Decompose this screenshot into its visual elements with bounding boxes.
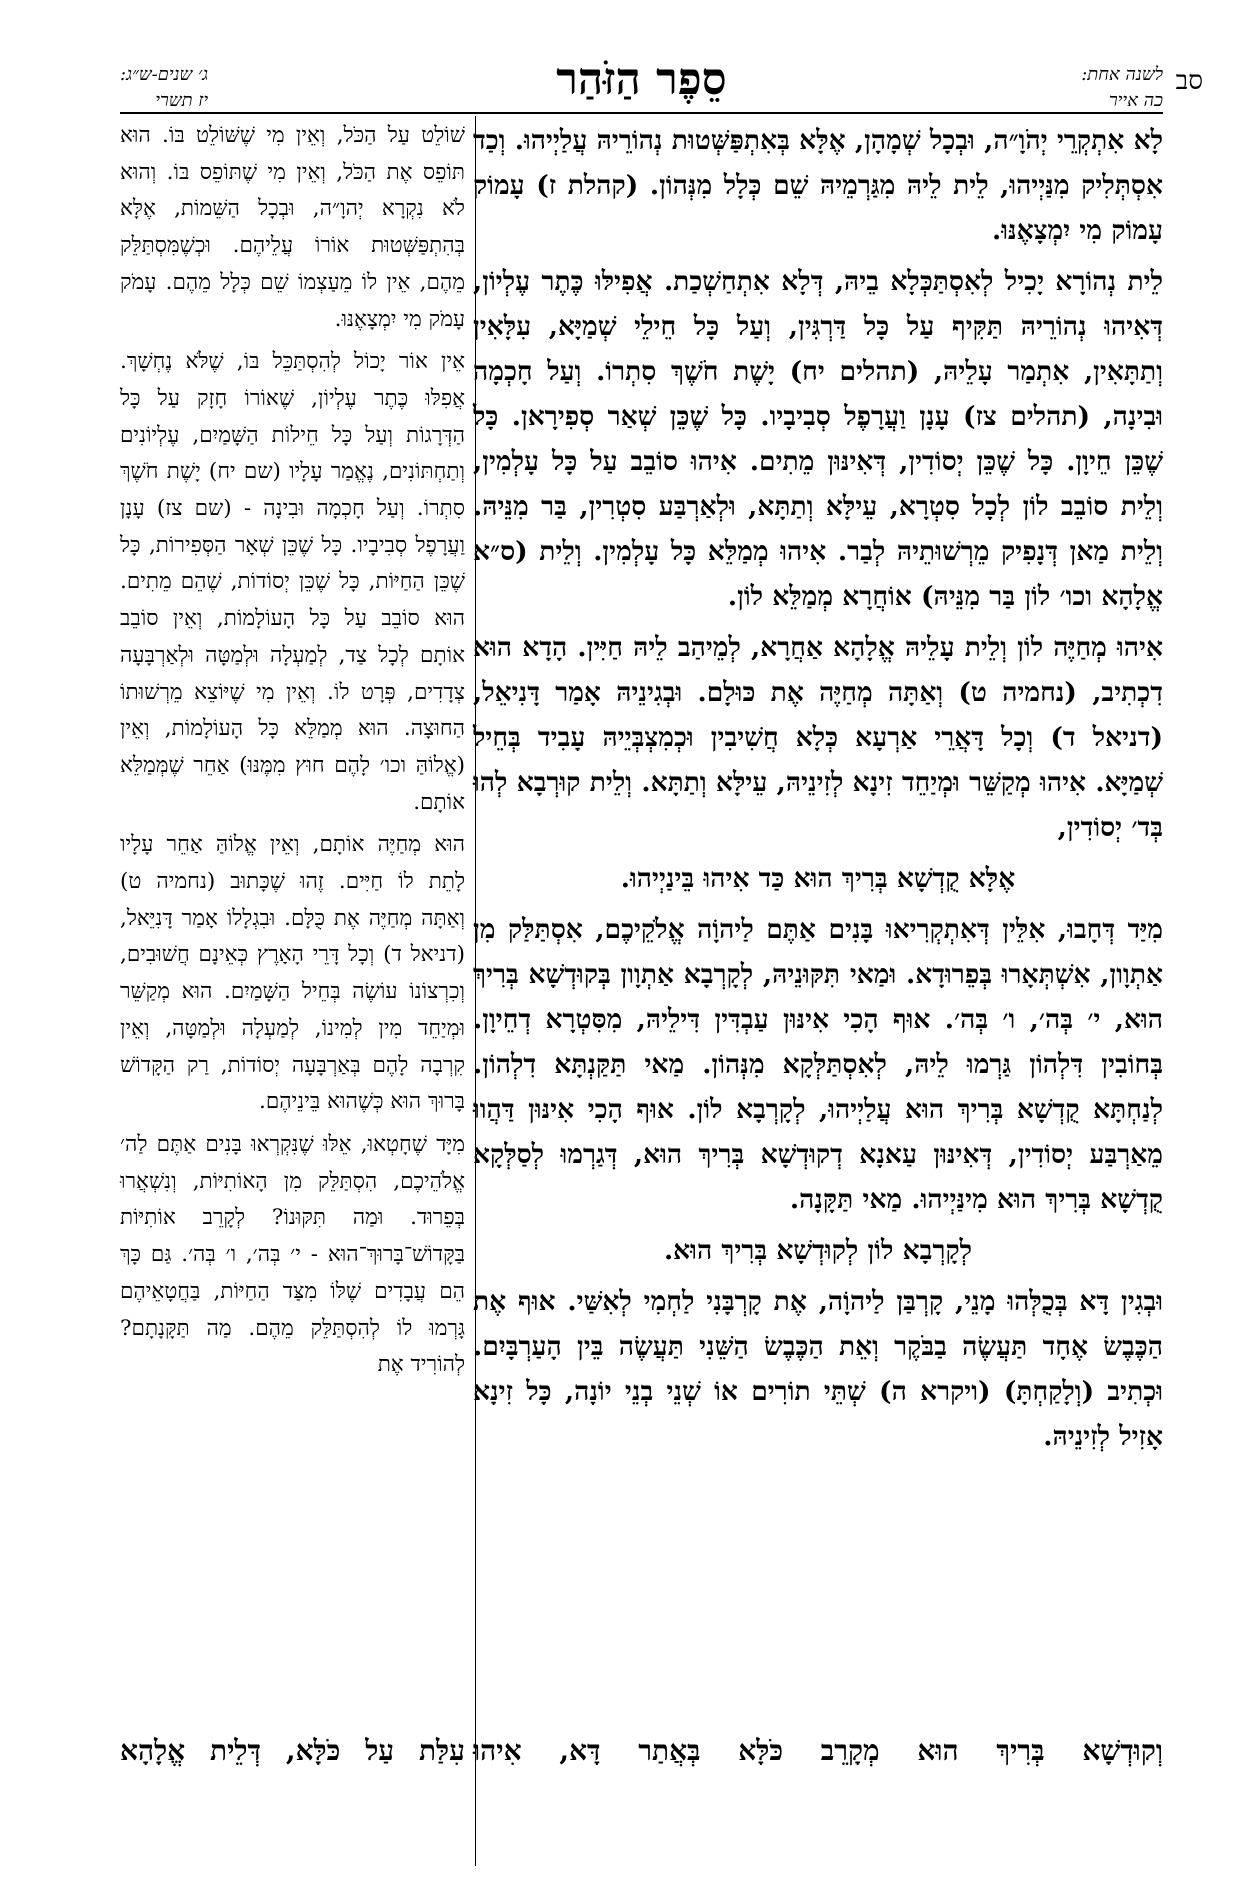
main-catchword: וְקוּדְשָׁא בְּרִיךְ הוּא מְקָרֵב כֹּלָּא בְּאֲתַר דָּא, אִיהוּ <box>473 1734 1163 1767</box>
side-paragraph: מִיָּד שֶׁחָטְאוּ, אֵלּוּ שֶׁנִּקְרְאוּ בָּנִים אַתֶּם לַה׳ אֱלֹהֵיכֶם, הִסְתַּלֵּק מִן הָאוֹתִיּוֹת, וְנִשְׁאֲרוּ בְּפֵרוּד. וּמַה תִּקּוּנוֹ? לְקָרֵב אוֹתִיּוֹת בַּקָּדוֹשׁ־בָּרוּךְ־הוּא - י׳ בְּה׳, ו׳ בְּה׳. גַּם כָּךְ הֵם עֲבָדִים שֶׁלּוֹ מִצַּד הַחַיּוֹת, בַּחֲטָאֵיהֶם גָּרְמוּ לוֹ לְהִסְתַּלֵּק מֵהֶם. מַה תַּקָּנָתָם? לְהוֹרִיד אֶת <box>120 1131 465 1378</box>
page-number: סב <box>1175 66 1203 96</box>
book-title: סֵפֶר הַזֹּהַר <box>556 54 727 105</box>
main-paragraph-closing-line: לְקָרְבָא לוֹן לְקוּדְשָׁא בְּרִיךְ הוּא. <box>663 1235 973 1266</box>
main-paragraph: אִיהוּ מְחַיֶּה לוֹן וְלֵית עָלֵיהּ אֱלָהָא אַחֲרָא, לְמֵיהַב לֵיהּ חַיִּין. הָדָא הוּא דִכְתִיב, (נחמיה ט) וְאַתָּה מְחַיֶּה אֶת כּוּלָם. וּבְגִינֵיהּ אָמַר דָּנִיאֵל, (דניאל ד) וְכָל דָּאֲרֵי אַרְעָא כְּלָא חֲשִׁיבִין וּכְמִצְבְּיֵיהּ עָבִיד בְּחֵיל שְׁמַיָּא. אִיהוּ מְקַשֵּׁר וּמְיַחֵד זִינָא לְזִינֵיהּ, עֵילָּא וְתַתָּא. וְלֵית קוּרְבָא לְהוּ בְּד׳ יְסוֹדִין, <box>473 632 1163 843</box>
main-paragraph: מִיַּד דְּחָבוּ, אִלֵּין דְּאִתְקְרִיאוּ בָּנִים אַתֶּם לַיהוָֹה אֱלֹקֵיכֶם, אִסְתַּלַּק מִן אַתְוָון, אִשְׁתְּאָרוּ בְּפֵרוּדָא. וּמַאי תִּקּוּנֵיהּ, לְקָרְבָא אַתְוָון בְּקוּדְשָׁא בְּרִיךְ הוּא, י׳ בְּה׳, ו׳ בְּה׳. אוּף הָכִי אִינּוּן עַבְדִּין דִּילֵיהּ, מִסִּטְרָא דְחֵיוָן. בְּחוֹבִין דִּלְהוֹן גַּרְמוּ לֵיהּ, לְאִסְתַּלְּקָא מִנְּהוֹן. מַאי תַּקַּנְתָּא דִלְהוֹן. לְנַחְתָּא קֻדְשָׁא בְּרִיךְ הוּא עֲלַיְיהוּ, לְקָרְבָא לוֹן. אוּף הָכִי אִינּוּן דַּהֲווּ מֵאַרְבַּע יְסוֹדִין, דְּאִינּוּן עַאנָא דְקוּדְשָׁא בְּרִיךְ הוּא, דְּגַרְמוּ לְסַלְּקָא קֻדְשָׁא בְּרִיךְ הוּא מִינַּיְיהוּ. מַאי תַּקָּנָה. <box>473 914 1163 1215</box>
schedule-three-years-date: יז תשרי <box>155 90 209 111</box>
hebrew-translation-column <box>120 118 465 1390</box>
main-paragraph: לֵית נְהוֹרָא יָכִיל לְאִסְתַּכְּלָא בֵיהּ, דְּלָא אִתְחַשְׁכַת. אֲפִילּוּ כֶּתֶר עֶלְיוֹן, דְּאִיהוּ נְהוֹרֵיהּ תַּקִּיף עַל כָּל דַּרְגִּין, וְעַל כָּל חֵילֵי שְׁמַיָּא, עִלָּאִין וְתַתָּאִין, אִתְמַר עָלֵיהּ, (תהלים יח) יָשֶׁת חֹשֶׁךְ סִתְרוֹ. וְעַל חָכְמָה וּבִינָה, (תהלים צז) עָנָן וַעֲרָפֶל סְבִיבָיו. כָּל שֶׁכֵּן שְׁאַר סְפִירָאן. כָּל שֶׁכֵּן חֵיוָן. כָּל שֶׁכֵּן יְסוֹדִין, דְּאִינּוּן מֵתִים. אִיהוּ סוֹבֵב עַל כָּל עָלְמִין, וְלֵית סוֹבֵב לוֹן לְכָל סִטְרָא, עֵילָּא וְתַתָּא, וּלְאַרְבַּע סִטְרִין, בַּר מִנֵּיהּ. וְלֵית מַאן דְּנָפִיק מֵרְשׁוּתֵיהּ לְבַר. אִיהוּ מְמַלֵּא כָּל עָלְמִין. וְלֵית (ס״א אֱלָהָא וכו׳ לוֹן בַּר מִנֵּיהּ) אוֹחֲרָא מְמַלֵּא לוֹן. <box>473 266 1163 612</box>
schedule-one-year-date: כה אייר <box>1108 90 1163 111</box>
main-paragraph: לָא אִתְקְרֵי יְהֹוָ״ה, וּבְכָל שְׁמָהָן, אֶלָּא בְּאִתְפַּשְּׁטוּת נְהוֹרֵיהּ עֲלַיְיהוּ. וְכַד אִסְתְּלִיק מִנַּיְיהוּ, לֵית לֵיהּ מִגַּרְמֵיהּ שֵׁם כְּלָל מִנְּהוֹן. (קהלת ז) עָמוֹק עָמוֹק מִי יִמְצָאֶנּוּ. <box>473 125 1163 246</box>
header-rule <box>120 112 1163 114</box>
schedule-three-years-label: ג׳ שנים-ש״ג: <box>120 64 209 85</box>
side-paragraph: שׁוֹלֵט עַל הַכֹּל, וְאֵין מִי שֶׁשּׁוֹלֵט בּוֹ. הוּא תּוֹפֵס אֶת הַכֹּל, וְאֵין מִי שֶׁתּוֹפֵס בּוֹ. וְהוּא לֹא נִקְרָא יְהוָ״ה, וּבְכָל הַשֵּׁמוֹת, אֶלָּא בְּהִתְפַּשְּׁטוּת אוֹרוֹ עֲלֵיהֶם. וּכְשֶׁמִּסְתַּלֵּק מֵהֶם, אֵין לוֹ מֵעַצְמוֹ שֵׁם כְּלָל מֵהֶם. עָמֹק עָמֹק מִי יִמְצָאֶנּוּ. <box>120 123 465 332</box>
main-paragraph-closing-line: אֶלָּא קֻדְשָׁא בְּרִיךְ הוּא כַּד אִיהוּ בֵּינַיְיהוּ. <box>620 863 1016 894</box>
page-header <box>120 54 1203 118</box>
side-paragraph: הוּא מְחַיֶּה אוֹתָם, וְאֵין אֱלוֹהַּ אַחֵר עָלָיו לָתֵת לוֹ חַיִּים. זֶהוּ שֶׁכָּתוּב (נחמיה ט) וְאַתָּה מְחַיֶּה אֶת כֻּלָּם. וּבִגְלָלוֹ אָמַר דָּנִיֵּאל, (דניאל ד) וְכָל דָּרֵי הָאָרֶץ כְּאֵינָם חֲשׁוּבִים, וְכִרְצוֹנוֹ עוֹשֶׂה בְּחֵיל הַשָּׁמַיִם. הוּא מְקַשֵּׁר וּמְיַחֵד מִין לְמִינוֹ, לְמַעְלָה וּלְמַטָּה, וְאֵין קִרְבָה לָהֶם בְּאַרְבָּעָה יְסוֹדוֹת, רַק הַקָּדוֹשׁ בָּרוּךְ הוּא כְּשֶׁהוּא בֵּינֵיהֶם. <box>120 832 465 1115</box>
main-paragraph: וּבְגִין דָּא בְּכֻלְּהוּ מָנֵי, קָרְבַּן לַיהוָֹה, אֶת קָרְבָּנִי לַחְמִי לְאִשַּׁי. אוּף אֶת הַכֶּבֶשׂ אֶחָד תַּעֲשֶׂה בַבֹּקֶר וְאֵת הַכֶּבֶשׂ הַשֵּׁנִי תַּעֲשֶׂה בֵּין הָעַרְבָּיִם. וּכְתִיב (וְלָקַחְתָּ) (ויקרא ה) שְׁתֵּי תוֹרִים אוֹ שְׁנֵי בְנֵי יוֹנָה, כָּל זִינָא אָזִיל לְזִינֵיהּ. <box>473 1286 1163 1452</box>
schedule-three-years <box>120 62 208 114</box>
side-catchword: עִלַּת עַל כֹּלָּא, דְּלֵית אֱלָהָא <box>120 1734 465 1767</box>
schedule-one-year-label: לשנה אחת: <box>1081 64 1163 85</box>
side-paragraph: אֵין אוֹר יָכוֹל לְהִסְתַּכֵּל בּוֹ, שֶׁלֹּא נֶחְשָׁךְ. אֲפִלּוּ כֶּתֶר עֶלְיוֹן, שֶׁאוֹרוֹ חָזָק עַל כָּל הַדְּרָגוֹת וְעַל כָּל חֵילוֹת הַשָּׁמַיִם, עֶלְיוֹנִים וְתַחְתּוֹנִים, נֶאֱמַר עָלָיו (שם יח) יָשֶׁת חֹשֶׁךְ סִתְרוֹ. וְעַל חָכְמָה וּבִינָה - (שם צז) עָנָן וַעֲרָפֶל סְבִיבָיו. כָּל שֶׁכֵּן שְׁאָר הַסְּפִירוֹת, כָּל שֶׁכֵּן הַחַיּוֹת, כָּל שֶׁכֵּן יְסוֹדוֹת, שֶׁהֵם מֵתִים. הוּא סוֹבֵב עַל כָּל הָעוֹלָמוֹת, וְאֵין סוֹבֵב אוֹתָם לְכָל צַד, לְמַעְלָה וּלְמַטָּה וּלְאַרְבָּעָה צְדָדִים, פְּרָט לוֹ. וְאֵין מִי שֶׁיּוֹצֵא מֵרְשׁוּתוֹ הַחוּצָה. הוּא מְמַלֵּא כָּל הָעוֹלָמוֹת, וְאֵין (אֱלוֹהַּ וכו׳ לָהֶם חוּץ מִמֶּנּוּ) אַחֵר שֶׁמְּמַלֵּא אוֹתָם. <box>120 349 465 815</box>
aramaic-column <box>473 118 1163 1465</box>
